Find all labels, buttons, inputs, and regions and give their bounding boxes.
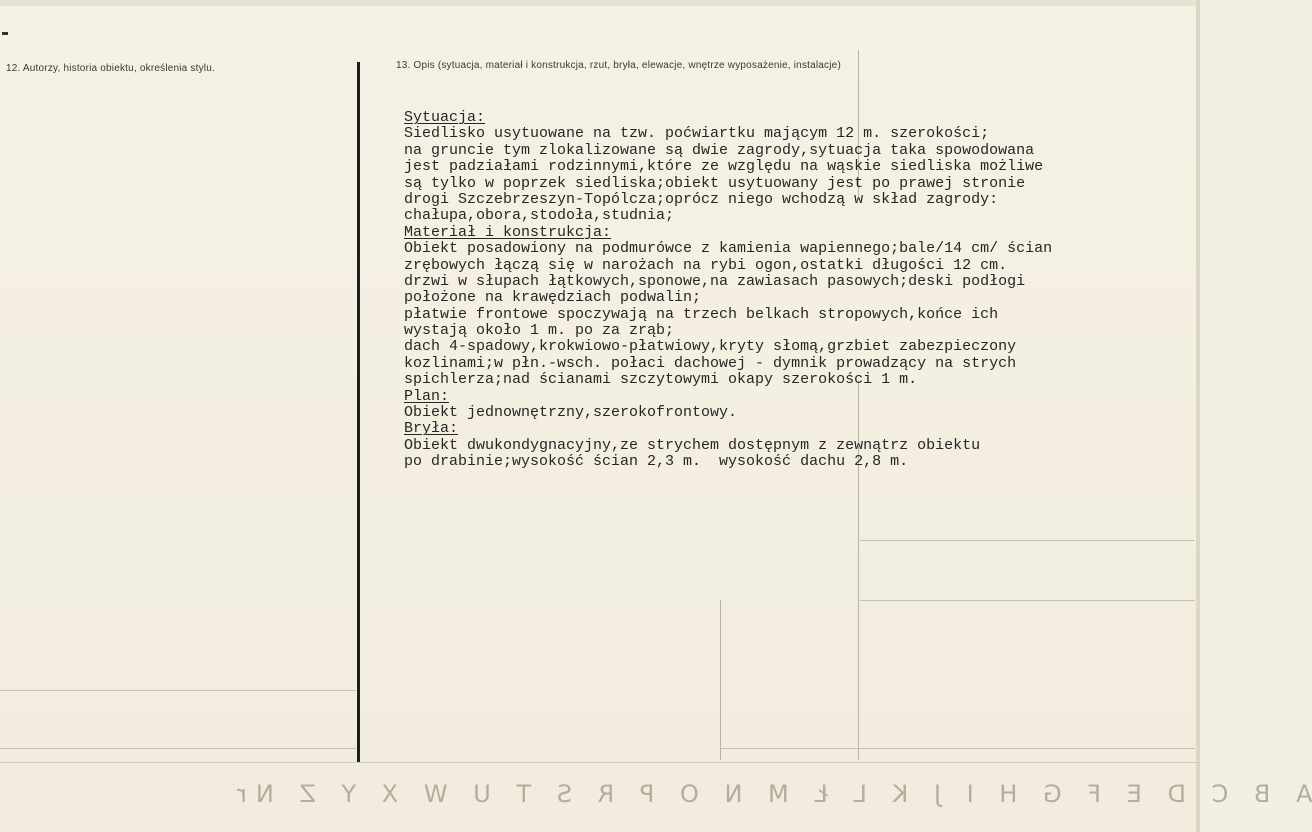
faint-vertical-line xyxy=(720,600,721,760)
faint-horizontal-line xyxy=(0,690,356,691)
typed-line: chałupa,obora,stodoła,studnia; xyxy=(404,207,675,225)
top-edge xyxy=(0,0,1200,6)
typed-line: Obiekt jednownętrzny,szerokofrontowy. xyxy=(404,404,738,422)
faint-horizontal-line xyxy=(720,748,1195,749)
typed-line: jest padziałami rodzinnymi,które ze względu na wąskie siedliska możliwe xyxy=(404,158,1044,176)
typed-line: kozlinami;w płn.-wsch. połaci dachowej - dymnik prowadzący na strych xyxy=(404,354,1017,372)
typed-line: drogi Szczebrzeszyn-Topólcza;oprócz niego wchodzą w skład zagrody: xyxy=(404,190,999,208)
section-heading: Bryła: xyxy=(404,420,459,438)
typed-line: drzwi w słupach łątkowych,sponowe,na zawiasach pasowych;deski podłogi xyxy=(404,272,1026,290)
section-13-header: 13. Opis (sytuacja, materiał i konstrukcja, rzut, bryła, elewacje, wnętrze wyposażenie, instalacje) xyxy=(396,60,841,71)
section-heading: Plan: xyxy=(404,387,450,405)
typed-line: wystają około 1 m. po za zrąb; xyxy=(404,322,675,340)
faint-horizontal-line xyxy=(860,540,1195,541)
typed-line: na gruncie tym zlokalizowane są dwie zagrody,sytuacja taka spowodowana xyxy=(404,141,1035,159)
description-typed-text xyxy=(404,110,1164,471)
column-divider xyxy=(357,62,360,762)
faint-horizontal-line xyxy=(860,600,1195,601)
typed-line: Obiekt dwukondygnacyjny,ze strychem dostępnym z zewnątrz obiektu xyxy=(404,436,981,454)
typed-line: spichlerza;nad ścianami szczytowymi okapy szerokości 1 m. xyxy=(404,371,918,389)
typed-line: zrębowych łączą się w narożach na rybi ogon,ostatki długości 12 cm. xyxy=(404,256,1008,274)
typed-line: są tylko w poprzek siedliska;obiekt usytuowany jest po prawej stronie xyxy=(404,174,1026,192)
typed-line: Siedlisko usytuowane na tzw. poćwiartku mającym 12 m. szerokości; xyxy=(404,125,990,143)
section-heading: Materiał i konstrukcja: xyxy=(404,223,612,241)
right-edge xyxy=(1196,0,1200,832)
footer-alphabet-show-through: A B C D E F G H I J K L Ł M N O P R S T U W X Y Z Nr xyxy=(228,780,1312,808)
corner-mark xyxy=(2,32,8,35)
section-12-header: 12. Autorzy, historia obiektu, określenia stylu. xyxy=(6,63,215,74)
typed-line: po drabinie;wysokość ścian 2,3 m. wysokość dachu 2,8 m. xyxy=(404,453,909,471)
typed-line: Obiekt posadowiony na podmurówce z kamienia wapiennego;bale/14 cm/ ścian xyxy=(404,240,1053,258)
typed-line: dach 4-spadowy,krokwiowo-płatwiowy,kryty słomą,grzbiet zabezpieczony xyxy=(404,338,1017,356)
typed-line: położone na krawędziach podwalin; xyxy=(404,289,702,307)
section-heading: Sytuacja: xyxy=(404,109,486,126)
typed-line: płatwie frontowe spoczywają na trzech belkach stropowych,końce ich xyxy=(404,305,999,323)
faint-horizontal-line xyxy=(0,748,356,749)
